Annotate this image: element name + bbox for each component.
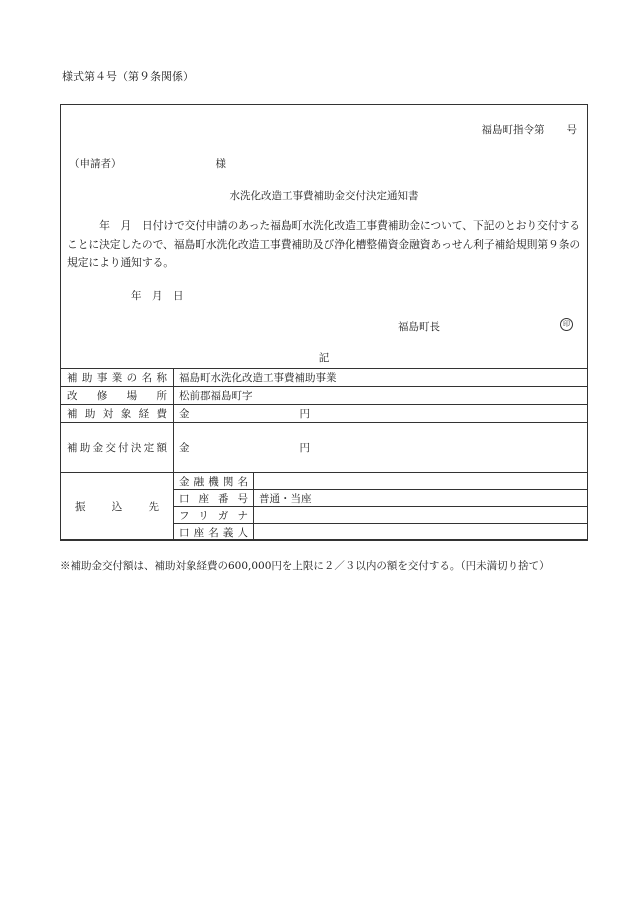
sender-name: 福島町長 — [398, 321, 440, 333]
ki-heading: 記 — [318, 352, 330, 364]
transfer-label: 振込先 — [61, 473, 174, 541]
table-row — [61, 387, 588, 405]
document-number-suffix: 号 — [566, 124, 577, 136]
seal-mark-icon: 印 — [560, 318, 573, 331]
grant-amount-unit: 円 — [299, 442, 310, 454]
furigana-value — [254, 507, 588, 524]
recipient-label: （申請者） — [69, 158, 122, 170]
bank-name-value — [254, 473, 588, 490]
recipient-line — [69, 156, 226, 171]
eligible-cost-label: 補助対象経費 — [61, 405, 174, 423]
account-holder-value — [254, 524, 588, 541]
document-title: 水洗化改造工事費補助金交付決定通知書 — [229, 190, 419, 202]
eligible-cost-prefix: 金 — [179, 408, 190, 420]
account-number-value: 普通・当座 — [254, 490, 588, 507]
footnote: ※補助金交付額は、補助対象経費の600,000円を上限に２／３以内の額を交付する。（円未満切り捨て） — [60, 560, 550, 572]
project-name-label: 補助事業の名称 — [61, 369, 174, 387]
table-row — [61, 405, 588, 423]
table-row — [61, 369, 588, 387]
document-number-prefix: 福島町指令第 — [481, 124, 545, 136]
location-label: 改修場所 — [61, 387, 174, 405]
details-table — [60, 368, 588, 541]
account-holder-label: 口座名義人 — [174, 524, 254, 541]
location-value: 松前郡福島町字 — [174, 387, 588, 405]
recipient-honorific: 様 — [215, 158, 226, 170]
date-line: 年 月 日 — [131, 290, 184, 302]
grant-amount-value — [174, 423, 588, 473]
eligible-cost-value — [174, 405, 588, 423]
table-row — [61, 473, 588, 490]
grant-amount-prefix: 金 — [179, 442, 190, 454]
document-number — [482, 122, 578, 137]
table-row — [61, 423, 588, 473]
furigana-label: フリガナ — [174, 507, 254, 524]
notice-frame — [60, 104, 588, 540]
bank-name-label: 金融機関名 — [174, 473, 254, 490]
body-paragraph: 年 月 日付けで交付申請のあった福島町水洗化改造工事費補助金について、下記のとおり交付することに決定したので、福島町水洗化改造工事費補助及び浄化槽整備資金融資あっせん利子補給規則第９条の規定により通知する。 — [67, 219, 581, 269]
grant-amount-label: 補助金交付決定額 — [61, 423, 174, 473]
account-number-label: 口座番号 — [174, 490, 254, 507]
eligible-cost-unit: 円 — [299, 408, 310, 420]
project-name-value: 福島町水洗化改造工事費補助事業 — [174, 369, 588, 387]
form-number-label: 様式第４号（第９条関係） — [62, 70, 194, 83]
